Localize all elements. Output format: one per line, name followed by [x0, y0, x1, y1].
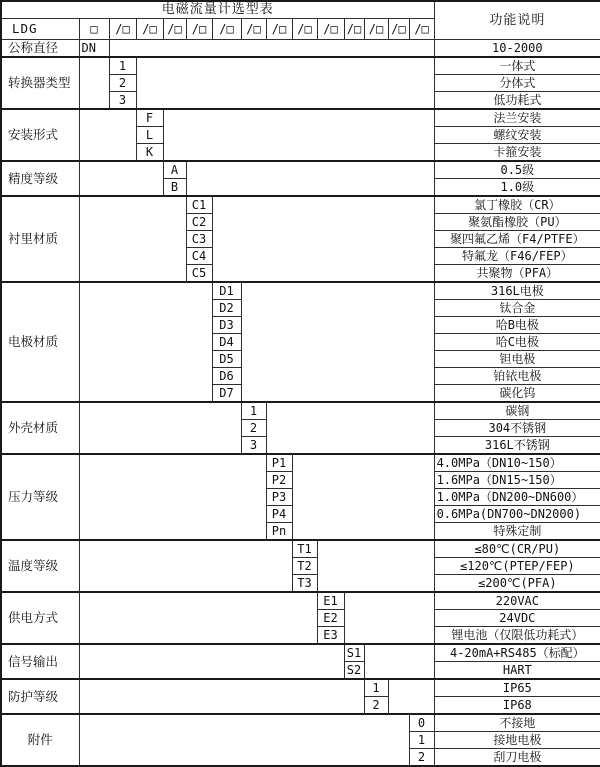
model-code-slot: /□ [317, 19, 344, 40]
option-code: T1 [292, 540, 317, 558]
option-description: 特殊定制 [434, 523, 600, 541]
option-description: IP68 [434, 697, 600, 715]
option-code: D1 [212, 282, 241, 300]
option-code: 1 [109, 57, 136, 75]
option-code: D2 [212, 300, 241, 317]
option-code: Pn [266, 523, 292, 541]
option-description: 碳钢 [434, 402, 600, 420]
option-description: 1.6MPa（DN15~150） [434, 472, 600, 489]
option-description: 1.0MPa（DN200~DN600） [434, 489, 600, 506]
model-code-slot: /□ [364, 19, 388, 40]
option-code: S2 [344, 662, 364, 680]
option-code: 1 [241, 402, 266, 420]
option-description: 4.0MPa（DN10~150） [434, 454, 600, 472]
model-code-slot: /□ [212, 19, 241, 40]
option-code: D7 [212, 385, 241, 403]
option-code: P2 [266, 472, 292, 489]
option-description: 钽电极 [434, 351, 600, 368]
category-housing-material: 外壳材质 [1, 402, 79, 454]
option-description: 一体式 [434, 57, 600, 75]
option-description: 特氟龙（F46/FEP） [434, 248, 600, 265]
model-code-slot: /□ [409, 19, 434, 40]
category-protection-rating: 防护等级 [1, 679, 79, 714]
model-code-slot: /□ [241, 19, 266, 40]
option-description: 24VDC [434, 610, 600, 627]
spacer-cell [266, 402, 434, 454]
spacer-cell [109, 40, 434, 58]
option-code: 1 [364, 679, 388, 697]
option-code: C5 [186, 265, 212, 283]
option-description: ≤200℃(PFA) [434, 575, 600, 593]
option-description: 哈B电极 [434, 317, 600, 334]
category-temperature-rating: 温度等级 [1, 540, 79, 592]
option-description: 聚四氟乙烯（F4/PTFE） [434, 231, 600, 248]
option-description: 0.6MPa(DN700~DN2000) [434, 506, 600, 523]
spacer-cell [292, 454, 434, 540]
spacer-cell [344, 592, 434, 644]
option-code: 3 [241, 437, 266, 455]
option-description: 不接地 [434, 714, 600, 732]
spacer-cell [79, 540, 292, 592]
option-description: 220VAC [434, 592, 600, 610]
option-description: 刮刀电极 [434, 749, 600, 767]
model-code-slot: /□ [344, 19, 364, 40]
table-title: 电磁流量计选型表 [1, 1, 434, 19]
spacer-cell [79, 679, 364, 714]
spacer-cell [136, 57, 434, 109]
option-code: F [136, 109, 163, 127]
category-accessories: 附件 [1, 714, 79, 766]
spacer-cell [163, 109, 434, 161]
spacer-cell [79, 592, 317, 644]
option-code: DN [79, 40, 109, 58]
option-code: C4 [186, 248, 212, 265]
option-description: 304不锈钢 [434, 420, 600, 437]
option-description: 共聚物（PFA） [434, 265, 600, 283]
option-code: 2 [409, 749, 434, 767]
category-power-supply: 供电方式 [1, 592, 79, 644]
option-description: 4-20mA+RS485（标配） [434, 644, 600, 662]
option-code: L [136, 127, 163, 144]
option-code: P3 [266, 489, 292, 506]
spacer-cell [79, 109, 136, 161]
category-accuracy-class: 精度等级 [1, 161, 79, 196]
option-description: 法兰安装 [434, 109, 600, 127]
model-code-slot: /□ [292, 19, 317, 40]
function-description-header: 功能说明 [434, 1, 600, 40]
option-code: 1 [409, 732, 434, 749]
category-converter-type: 转换器类型 [1, 57, 79, 109]
spacer-cell [79, 57, 109, 109]
option-code: 2 [109, 75, 136, 92]
model-code-slot: /□ [163, 19, 186, 40]
spacer-cell [79, 644, 344, 679]
model-code-box: □ [79, 19, 109, 40]
option-code: P4 [266, 506, 292, 523]
option-code: E3 [317, 627, 344, 645]
option-code: C3 [186, 231, 212, 248]
option-code: 2 [364, 697, 388, 715]
option-code: K [136, 144, 163, 162]
option-code: S1 [344, 644, 364, 662]
spacer-cell [388, 679, 434, 714]
option-description: 0.5级 [434, 161, 600, 179]
option-code: A [163, 161, 186, 179]
option-code: D3 [212, 317, 241, 334]
option-code: B [163, 179, 186, 197]
option-code: E1 [317, 592, 344, 610]
option-description: ≤120℃(PTEP/FEP) [434, 558, 600, 575]
model-code-slot: /□ [136, 19, 163, 40]
spacer-cell [212, 196, 434, 282]
model-code-slot: /□ [266, 19, 292, 40]
option-code: 0 [409, 714, 434, 732]
spacer-cell [79, 454, 266, 540]
category-pressure-rating: 压力等级 [1, 454, 79, 540]
option-code: T3 [292, 575, 317, 593]
option-description: 接地电极 [434, 732, 600, 749]
option-description: 1.0级 [434, 179, 600, 197]
option-code: 3 [109, 92, 136, 110]
option-description: HART [434, 662, 600, 680]
spacer-cell [317, 540, 434, 592]
spacer-cell [79, 282, 212, 402]
option-code: D4 [212, 334, 241, 351]
option-description: 哈C电极 [434, 334, 600, 351]
option-description: 卡箍安装 [434, 144, 600, 162]
option-description: ≤80℃(CR/PU) [434, 540, 600, 558]
option-description: 低功耗式 [434, 92, 600, 110]
category-signal-output: 信号输出 [1, 644, 79, 679]
option-code: C1 [186, 196, 212, 214]
option-code: E2 [317, 610, 344, 627]
spacer-cell [79, 402, 241, 454]
spacer-cell [241, 282, 434, 402]
option-description: 316L电极 [434, 282, 600, 300]
option-code: 2 [241, 420, 266, 437]
category-electrode-material: 电极材质 [1, 282, 79, 402]
option-code: T2 [292, 558, 317, 575]
spacer-cell [79, 196, 186, 282]
spacer-cell [79, 161, 163, 196]
model-code-slot: /□ [388, 19, 409, 40]
category-installation-type: 安装形式 [1, 109, 79, 161]
category-nominal-diameter: 公称直径 [1, 40, 79, 58]
model-code-slot: /□ [109, 19, 136, 40]
spacer-cell [364, 644, 434, 679]
spacer-cell [79, 714, 409, 766]
option-description: 螺纹安装 [434, 127, 600, 144]
option-description: IP65 [434, 679, 600, 697]
category-liner-material: 衬里材质 [1, 196, 79, 282]
option-description: 10-2000 [434, 40, 600, 58]
option-description: 316L不锈钢 [434, 437, 600, 455]
option-code: C2 [186, 214, 212, 231]
option-description: 分体式 [434, 75, 600, 92]
option-description: 碳化钨 [434, 385, 600, 403]
model-code-slot: /□ [186, 19, 212, 40]
option-code: P1 [266, 454, 292, 472]
option-code: D5 [212, 351, 241, 368]
option-description: 氯丁橡胶（CR） [434, 196, 600, 214]
model-prefix: LDG [1, 19, 79, 40]
option-description: 铂铱电极 [434, 368, 600, 385]
option-code: D6 [212, 368, 241, 385]
option-description: 聚氨酯橡胶（PU） [434, 214, 600, 231]
spacer-cell [186, 161, 434, 196]
option-description: 锂电池（仅限低功耗式） [434, 627, 600, 645]
option-description: 钛合金 [434, 300, 600, 317]
